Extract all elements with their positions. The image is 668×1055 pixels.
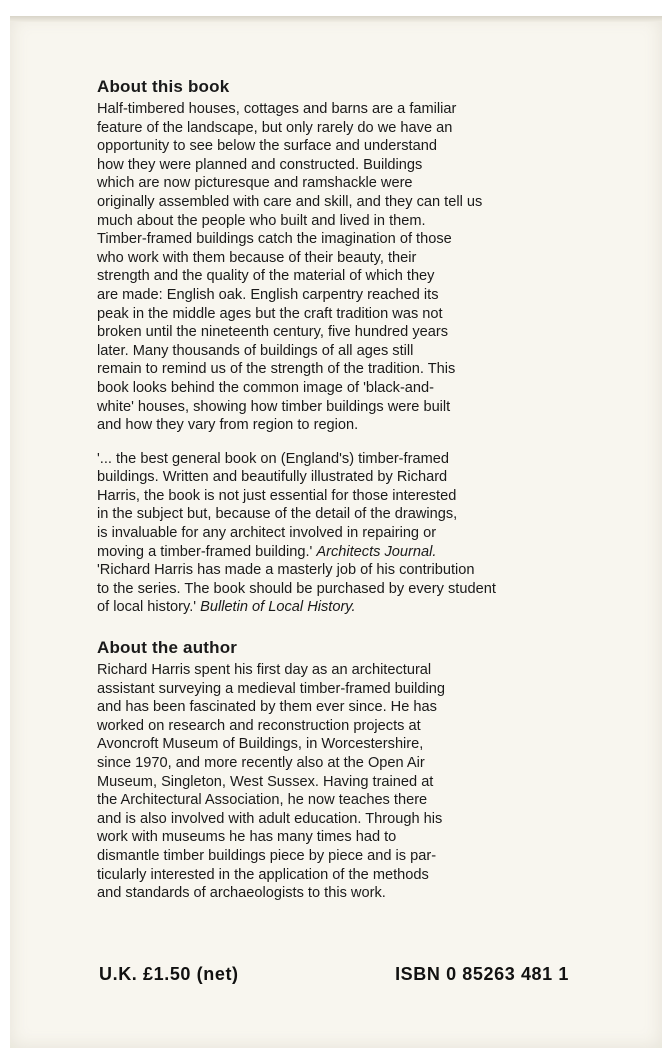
text-line: and standards of archaeologists to this work. xyxy=(97,885,386,902)
text-line: assistant surveying a medieval timber-framed building xyxy=(97,680,445,697)
price-label: U.K. £1.50 (net) xyxy=(99,964,239,984)
text-line: the Architectural Association, he now teaches there xyxy=(97,792,428,809)
text-line: Half-timbered houses, cottages and barns are a familiar xyxy=(97,101,457,117)
text-line xyxy=(97,598,587,617)
about-book-text xyxy=(97,100,587,435)
text-line xyxy=(97,543,587,562)
text-line: Richard Harris spent his first day as an architectural xyxy=(97,662,432,679)
text-line: remain to remind us of the strength of the tradition. This xyxy=(97,361,456,378)
text-line: originally assembled with care and skill, and they can tell us xyxy=(97,193,483,210)
text-line: in the subject but, because of the detail of the drawings, xyxy=(97,506,458,523)
quote-text: moving a timber-framed building.' xyxy=(97,543,313,560)
review-quote-bulletin xyxy=(97,561,587,617)
about-author-section xyxy=(97,637,587,903)
text-line: Timber-framed buildings catch the imagination of those xyxy=(97,231,452,248)
text-line: Harris, the book is not just essential for those interested xyxy=(97,487,457,504)
text-line: much about the people who built and lived in them. xyxy=(97,212,426,229)
text-line: work with museums he has many times had to xyxy=(97,829,397,846)
text-line: opportunity to see below the surface and understand xyxy=(97,138,437,155)
text-line: and is also involved with adult education. Through his xyxy=(97,810,443,827)
text-line: and how they vary from region to region. xyxy=(97,417,359,434)
text-line: '... the best general book on (England's) timber-framed xyxy=(97,450,449,467)
text-line: peak in the middle ages but the craft tradition was not xyxy=(97,305,443,322)
about-book-heading: About this book xyxy=(97,77,230,96)
text-line: how they were planned and constructed. Buildings xyxy=(97,156,423,173)
text-line: worked on research and reconstruction projects at xyxy=(97,717,421,734)
text-line: white' houses, showing how timber buildings were built xyxy=(97,398,451,415)
text-line: buildings. Written and beautifully illustrated by Richard xyxy=(97,469,448,486)
text-line: are made: English oak. English carpentry reached its xyxy=(97,286,439,303)
price-isbn-row xyxy=(99,964,569,985)
text-line: which are now picturesque and ramshackle were xyxy=(97,175,413,192)
quote-source: Bulletin of Local History. xyxy=(200,599,356,616)
about-author-heading: About the author xyxy=(97,638,238,658)
text-line: since 1970, and more recently also at the Open Air xyxy=(97,755,425,771)
text-line: Avoncroft Museum of Buildings, in Worcestershire, xyxy=(97,736,424,753)
text-line: Museum, Singleton, West Sussex. Having trained at xyxy=(97,773,434,790)
text-line: broken until the nineteenth century, five hundred years xyxy=(97,324,449,341)
about-author-text xyxy=(97,661,587,903)
review-quotes xyxy=(97,450,587,617)
text-line: feature of the landscape, but only rarely do we have an xyxy=(97,119,453,136)
text-line: book looks behind the common image of 'black-and- xyxy=(97,379,435,396)
quote-source: Architects Journal. xyxy=(316,543,437,560)
text-line: later. Many thousands of buildings of all ages still xyxy=(97,342,414,359)
review-quote-architects-journal xyxy=(97,450,587,562)
text-line: is invaluable for any architect involved in repairing or xyxy=(97,525,437,542)
back-cover-text xyxy=(97,76,587,903)
text-line: and has been fascinated by them ever since. He has xyxy=(97,699,437,716)
cover-top-edge xyxy=(10,16,662,22)
text-line: who work with them because of their beauty, their xyxy=(97,249,417,266)
isbn-label: ISBN 0 85263 481 1 xyxy=(395,964,569,984)
text-line: ticularly interested in the application of the methods xyxy=(97,866,429,883)
quote-text: of local history.' xyxy=(97,599,197,616)
text-line: 'Richard Harris has made a masterly job of his contribution xyxy=(97,562,475,579)
text-line: dismantle timber buildings piece by piece and is par- xyxy=(97,847,437,864)
text-line: to the series. The book should be purchased by every student xyxy=(97,580,496,597)
text-line: strength and the quality of the material of which they xyxy=(97,268,435,285)
about-book-section xyxy=(97,76,587,435)
